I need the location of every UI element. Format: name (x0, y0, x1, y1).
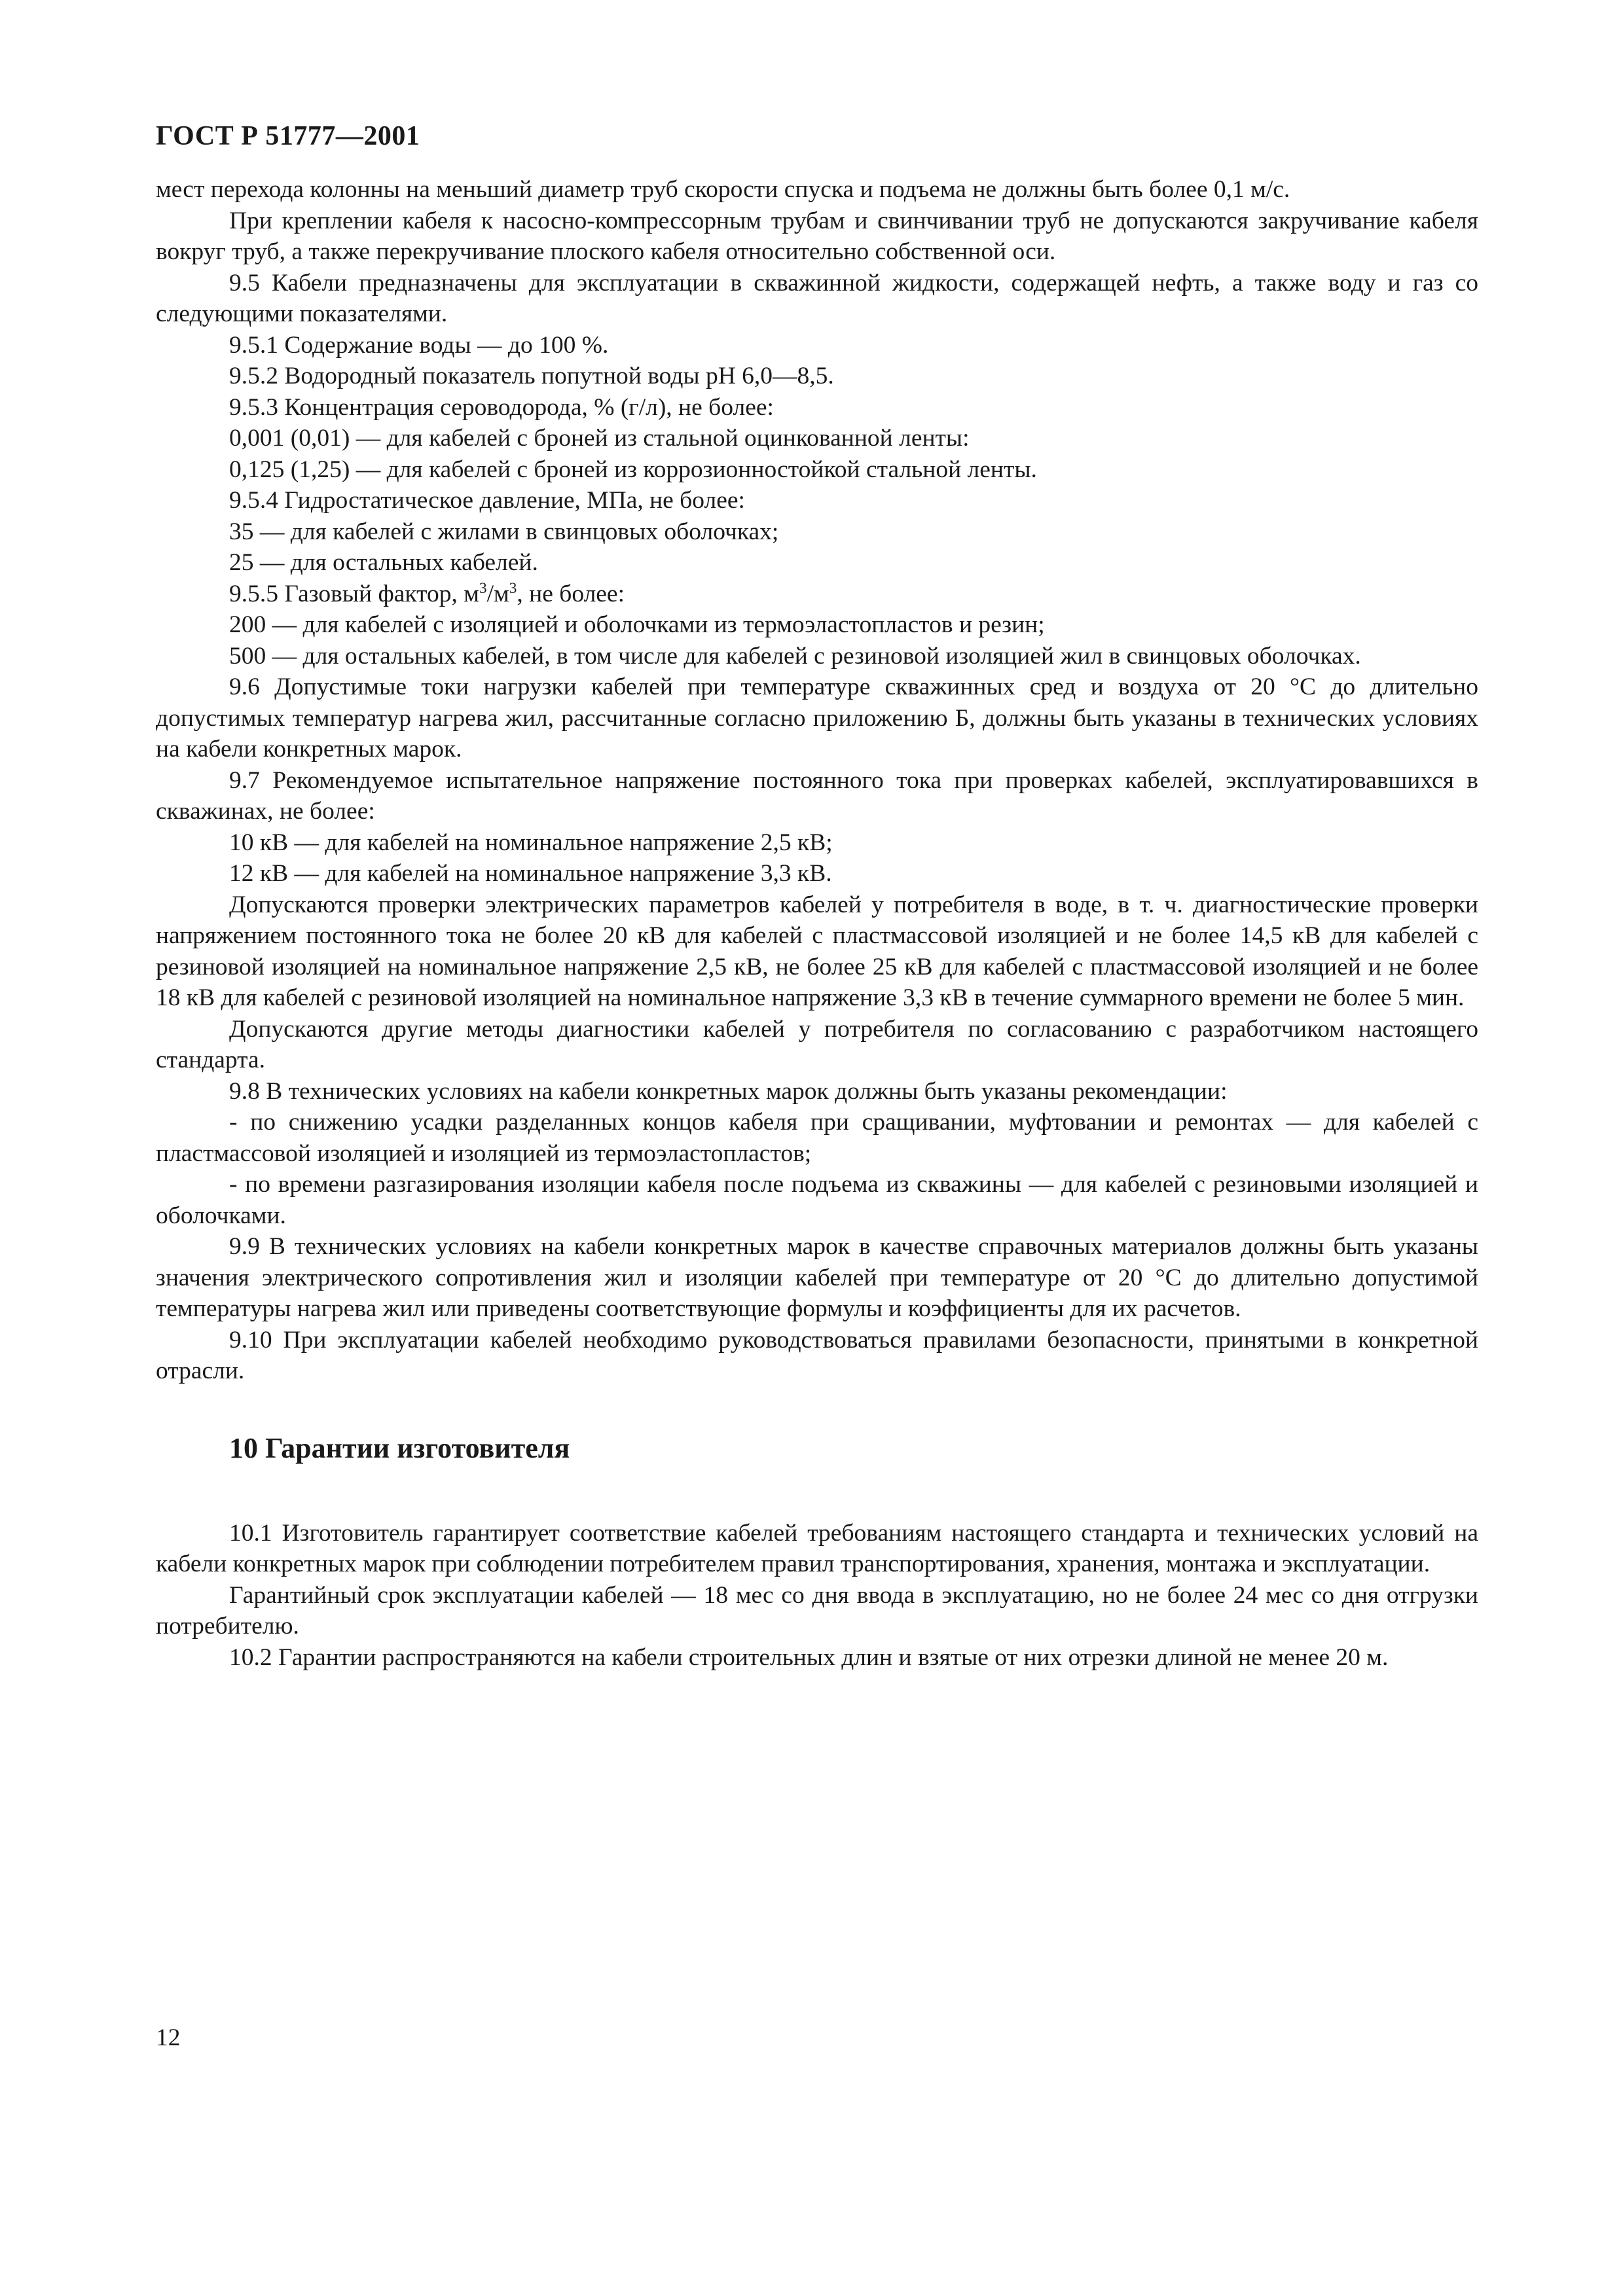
paragraph: 9.7 Рекомендуемое испытательное напряжение постоянного тока при проверках кабелей, эксплуатировавшихся в скважинах, не более: (156, 766, 1478, 825)
gas-factor-middle: /м (486, 580, 509, 607)
superscript: 3 (509, 579, 517, 597)
paragraph: - по времени разгазирования изоляции кабеля после подъема из скважины — для кабелей с резиновыми изоляцией и оболочками. (156, 1171, 1478, 1229)
page-number: 12 (156, 2024, 181, 2051)
paragraph: Допускаются другие методы диагностики кабелей у потребителя по согласованию с разработчиком настоящего стандарта. (156, 1015, 1478, 1073)
paragraph: Гарантийный срок эксплуатации кабелей — 18 мес со дня ввода в эксплуатацию, но не более 24 мес со дня отгрузки потребителю. (156, 1581, 1478, 1640)
paragraph: 35 — для кабелей с жилами в свинцовых оболочках; (229, 518, 779, 545)
section-body (156, 1518, 1478, 1674)
paragraph: 10 кВ — для кабелей на номинальное напряжение 2,5 кВ; (229, 829, 833, 856)
paragraph: 9.8 В технических условиях на кабели конкретных марок должны быть указаны рекомендации: (229, 1077, 1228, 1105)
document-header-id: ГОСТ Р 51777—2001 (156, 121, 420, 151)
document-page (156, 118, 1478, 2212)
paragraph: 9.5 Кабели предназначены для эксплуатации в скважинной жидкости, содержащей нефть, а также воду и газ со следующими показателями. (156, 269, 1478, 327)
document-body (156, 174, 1478, 1387)
gas-factor-prefix: 9.5.5 Газовый фактор, м (229, 580, 479, 607)
paragraph: Допускаются проверки электрических параметров кабелей у потребителя в воде, в т. ч. диагностические проверки напряжением постоянного тока не более 20 кВ для кабелей с пластмассовой изоляцией и не более 14,5 кВ для кабелей с резиновой изоляцией на номинальное напряжение 2,5 кВ, не более 25 кВ для кабелей с пластмассовой изоляцией и не более 18 кВ для кабелей с резиновой изоляцией на номинальное напряжение 3,3 кВ в течение суммарного времени не более 5 мин. (156, 891, 1478, 1011)
paragraph: При креплении кабеля к насосно-компрессорным трубам и свинчивании труб не допускаются закручивание кабеля вокруг труб, а также перекручивание плоского кабеля относительно собственной оси. (156, 207, 1478, 265)
paragraph: 0,001 (0,01) — для кабелей с броней из стальной оцинкованной ленты: (229, 425, 970, 452)
paragraph: мест перехода колонны на меньший диаметр труб скорости спуска и подъема не должны быть более 0,1 м/с. (156, 176, 1290, 203)
paragraph: 9.5.3 Концентрация сероводорода, % (г/л), не более: (229, 393, 774, 421)
paragraph: 9.5.2 Водородный показатель попутной воды pH 6,0—8,5. (229, 363, 834, 389)
paragraph: 500 — для остальных кабелей, в том числе для кабелей с резиновой изоляцией жил в свинцовых оболочках. (229, 642, 1361, 670)
paragraph: 9.6 Допустимые токи нагрузки кабелей при температуре скважинных сред и воздуха от 20 °С до длительно допустимых температур нагрева жил, рассчитанные согласно приложению Б, должны быть указаны в технических условиях на кабели конкретных марок. (156, 673, 1478, 762)
paragraph: 10.2 Гарантии распространяются на кабели строительных длин и взятые от них отрезки длиной не менее 20 м. (229, 1643, 1389, 1671)
paragraph: - по снижению усадки разделанных концов кабеля при сращивании, муфтовании и ремонтах — для кабелей с пластмассовой изоляцией и изоляцией из термоэластопластов; (156, 1109, 1478, 1167)
paragraph: 25 — для остальных кабелей. (229, 549, 538, 576)
paragraph: 9.10 При эксплуатации кабелей необходимо руководствоваться правилами безопасности, принятыми в конкретной отрасли. (156, 1326, 1478, 1384)
paragraph: 9.9 В технических условиях на кабели конкретных марок в качестве справочных материалов должны быть указаны значения электрического сопротивления жил и изоляции кабелей при температуре от 20 °С до длительно допустимой температуры нагрева жил или приведены соответствующие формулы и коэффициенты для их расчетов. (156, 1233, 1478, 1322)
paragraph: 200 — для кабелей с изоляцией и оболочками из термоэластопластов и резин; (229, 611, 1045, 638)
paragraph: 0,125 (1,25) — для кабелей с броней из коррозионностойкой стальной ленты. (229, 456, 1037, 483)
paragraph: 9.5.4 Гидростатическое давление, МПа, не более: (229, 487, 745, 514)
paragraph: 12 кВ — для кабелей на номинальное напряжение 3,3 кВ. (229, 860, 832, 887)
paragraph: 9.5.1 Содержание воды — до 100 %. (229, 331, 609, 359)
gas-factor-paragraph (156, 579, 1478, 610)
superscript: 3 (479, 579, 487, 597)
gas-factor-suffix: , не более: (517, 580, 625, 607)
paragraph: 10.1 Изготовитель гарантирует соответствие кабелей требованиям настоящего стандарта и технических условий на кабели конкретных марок при соблюдении потребителем правил транспортирования, хранения, монтажа и эксплуатации. (156, 1519, 1478, 1577)
section-heading: 10 Гарантии изготовителя (229, 1431, 570, 1464)
